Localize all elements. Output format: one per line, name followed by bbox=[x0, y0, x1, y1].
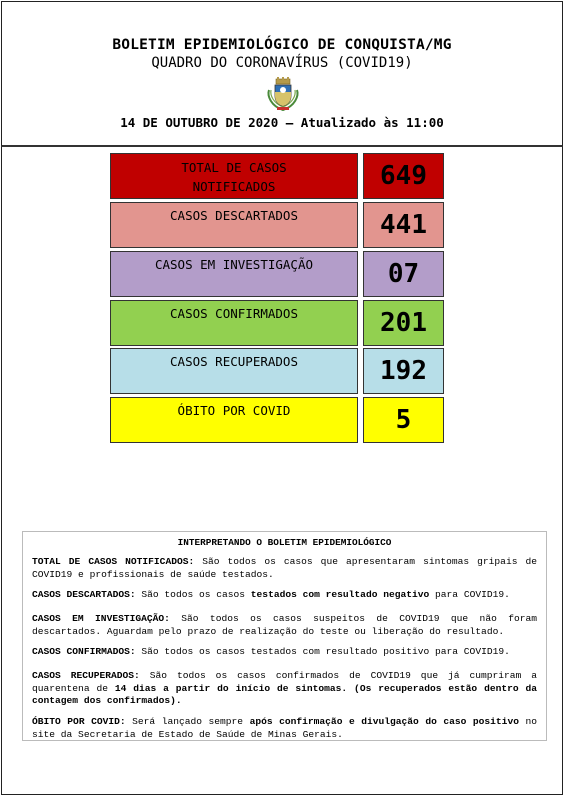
stat-value-discarded: 441 bbox=[363, 202, 444, 248]
legend-term: ÓBITO POR COVID: bbox=[32, 716, 126, 727]
stat-row-discarded bbox=[110, 202, 444, 248]
stat-row-deaths bbox=[110, 397, 444, 443]
stat-label-investigation: CASOS EM INVESTIGAÇÃO bbox=[110, 251, 358, 297]
stat-label-confirmed: CASOS CONFIRMADOS bbox=[110, 300, 358, 346]
legend-term: TOTAL DE CASOS NOTIFICADOS: bbox=[32, 556, 195, 567]
legend-text: São todos os casos testados com resultado positivo para COVID19. bbox=[135, 646, 510, 657]
legend-text: no site da Secretaria de Estado de Saúde de Minas Gerais. bbox=[32, 716, 537, 740]
stat-value-total: 649 bbox=[363, 153, 444, 199]
stat-row-recovered bbox=[110, 348, 444, 394]
legend-item-total bbox=[32, 556, 537, 581]
legend-term: CASOS DESCARTADOS: bbox=[32, 589, 136, 600]
legend-title: INTERPRETANDO O BOLETIM EPIDEMIOLÓGICO bbox=[177, 537, 392, 548]
bulletin-title: BOLETIM EPIDEMIOLÓGICO DE CONQUISTA/MG bbox=[112, 37, 452, 53]
update-date: 14 DE OUTUBRO DE 2020 – Atualizado às 11:00 bbox=[120, 115, 444, 130]
coat-of-arms-icon bbox=[265, 76, 301, 112]
legend-item-discarded bbox=[32, 589, 537, 602]
stat-value-confirmed: 201 bbox=[363, 300, 444, 346]
legend-item-investigation bbox=[32, 613, 537, 638]
stat-value-recovered: 192 bbox=[363, 348, 444, 394]
legend-item-confirmed bbox=[32, 646, 537, 659]
stat-label-discarded: CASOS DESCARTADOS bbox=[110, 202, 358, 248]
legend-term: CASOS RECUPERADOS: bbox=[32, 670, 140, 681]
legend-text: Será lançado sempre bbox=[125, 716, 250, 727]
legend-emphasis: 14 dias a partir do início de sintomas. (Os recuperados estão dentro da contagem dos confirmados). bbox=[32, 682, 537, 706]
legend-emphasis: após confirmação e divulgação do caso positivo bbox=[249, 716, 519, 727]
legend-text: para COVID19. bbox=[429, 589, 510, 600]
legend-term: CASOS EM INVESTIGAÇÃO: bbox=[32, 613, 170, 624]
stat-label-deaths: ÓBITO POR COVID bbox=[110, 397, 358, 443]
legend-term: CASOS CONFIRMADOS: bbox=[32, 646, 136, 657]
legend-text: São todos os casos suspeitos de COVID19 que não foram descartados. Aguardam pelo prazo de realização do teste ou liberação do resultado. bbox=[32, 613, 537, 637]
legend-item-deaths bbox=[32, 716, 537, 741]
stat-row-confirmed bbox=[110, 300, 444, 346]
legend-box bbox=[22, 531, 547, 741]
stat-label-recovered: CASOS RECUPERADOS bbox=[110, 348, 358, 394]
stat-value-investigation: 07 bbox=[363, 251, 444, 297]
stat-label-total: TOTAL DE CASOS NOTIFICADOS bbox=[110, 153, 358, 199]
legend-text: São todos os casos que apresentaram sintomas gripais de COVID19 e profissionais de saúde testados. bbox=[32, 556, 537, 580]
stat-value-deaths: 5 bbox=[363, 397, 444, 443]
bulletin-subtitle: QUADRO DO CORONAVÍRUS (COVID19) bbox=[151, 55, 413, 71]
stat-row-total bbox=[110, 153, 444, 199]
bulletin-header bbox=[1, 1, 563, 147]
stat-row-investigation bbox=[110, 251, 444, 297]
legend-text: São todos os casos confirmados de COVID19 que já cumpriram a quarentena de bbox=[32, 670, 537, 694]
legend-text: São todos os casos bbox=[135, 589, 251, 600]
legend-emphasis: testados com resultado negativo bbox=[250, 589, 430, 600]
legend-item-recovered bbox=[32, 670, 537, 708]
